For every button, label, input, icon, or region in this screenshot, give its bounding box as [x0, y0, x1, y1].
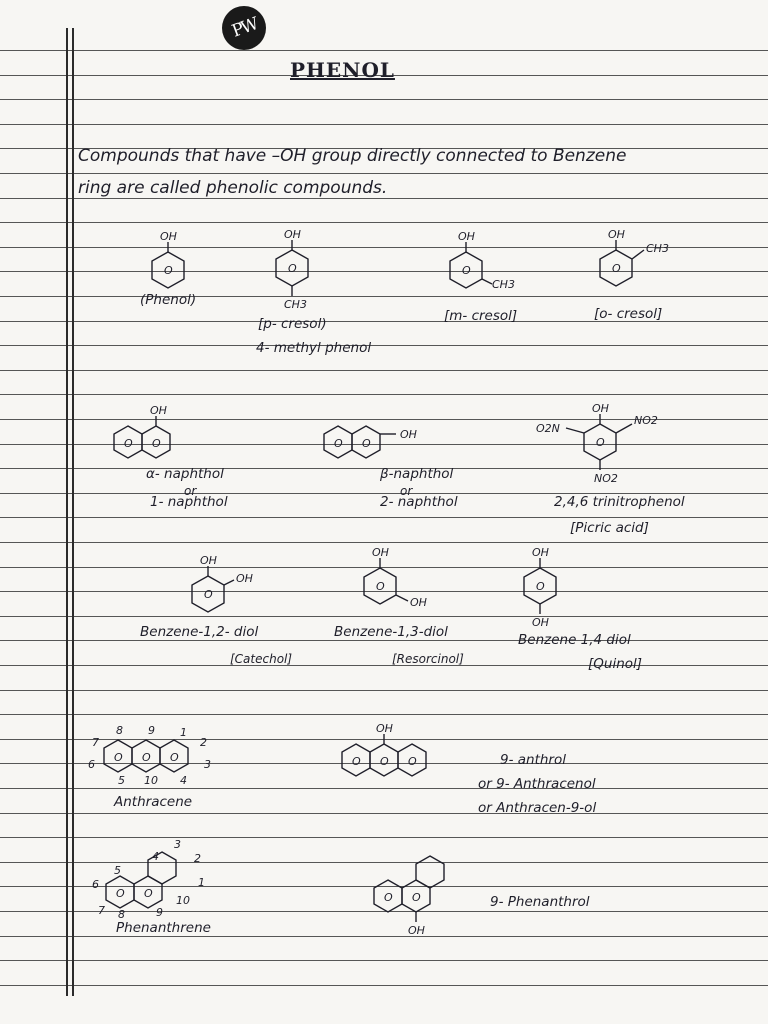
rule-line [0, 517, 768, 518]
phenol-structure [140, 230, 200, 290]
rule-line [0, 960, 768, 961]
svg-text:OH: OH [458, 230, 475, 243]
svg-text:2: 2 [200, 736, 207, 749]
svg-text:7: 7 [92, 736, 99, 749]
label-resorcinol: Benzene-1,3-diol [334, 624, 448, 640]
svg-text:O: O [124, 437, 133, 450]
phenanthrol-structure [356, 850, 456, 942]
resorcinol-structure [356, 546, 446, 612]
rule-line [0, 198, 768, 199]
svg-text:1: 1 [198, 876, 205, 889]
rule-line [0, 345, 768, 346]
svg-text:5: 5 [118, 774, 125, 787]
svg-text:NO2: NO2 [594, 472, 618, 485]
svg-text:OH: OH [284, 228, 301, 241]
svg-text:CH3: CH3 [492, 278, 515, 291]
svg-text:OH: OH [376, 722, 393, 735]
rule-line [0, 788, 768, 789]
label-beta-naphthol: β-naphthol [380, 466, 454, 482]
p-cresol-structure [262, 228, 322, 318]
svg-text:O: O [384, 891, 393, 904]
anthrol-structure [330, 722, 440, 782]
svg-text:OH: OH [160, 230, 177, 243]
anthracene-structure [86, 726, 216, 786]
o-cresol-structure [592, 228, 692, 288]
svg-text:3: 3 [174, 838, 181, 851]
svg-text:O: O [612, 262, 621, 275]
svg-text:9: 9 [148, 724, 155, 737]
phenanthrene-structure [88, 840, 208, 920]
svg-text:O: O [204, 588, 213, 601]
catechol-structure [186, 554, 266, 614]
svg-text:O: O [596, 436, 605, 449]
svg-text:OH: OH [608, 228, 625, 241]
rule-line [0, 714, 768, 715]
label-quinol-alt: [Quinol] [588, 656, 643, 672]
label-anthrol: 9- anthrol [500, 752, 566, 768]
svg-text:O: O [408, 755, 417, 768]
svg-text:O: O [376, 580, 385, 593]
svg-text:8: 8 [116, 724, 123, 737]
rule-line [0, 50, 768, 51]
svg-text:O: O [116, 887, 125, 900]
label-p-cresol-alt: 4- methyl phenol [256, 340, 372, 356]
svg-text:O: O [288, 262, 297, 275]
svg-text:4: 4 [180, 774, 187, 787]
svg-text:O2N: O2N [536, 422, 560, 435]
label-p-cresol: [p- cresol) [258, 316, 327, 332]
label-alpha-alt: 1- naphthol [150, 494, 228, 510]
rule-line [0, 813, 768, 814]
label-quinol: Benzene 1,4 diol [518, 632, 631, 648]
label-anthrol-alt2: or Anthracen-9-ol [478, 800, 597, 816]
label-beta-or: or [400, 484, 413, 498]
rule-line [0, 542, 768, 543]
svg-text:6: 6 [88, 758, 95, 771]
picric-acid-structure [534, 402, 684, 486]
svg-text:7: 7 [98, 904, 105, 917]
svg-text:10: 10 [144, 774, 158, 787]
label-alpha-naphthol: α- naphthol [146, 466, 224, 482]
svg-text:O: O [142, 751, 151, 764]
svg-text:O: O [144, 887, 153, 900]
label-o-cresol: [o- cresol] [594, 306, 663, 322]
quinol-structure [518, 546, 568, 628]
label-anthrol-alt1: or 9- Anthracenol [478, 776, 596, 792]
label-beta-alt: 2- naphthol [380, 494, 458, 510]
svg-text:4: 4 [152, 850, 159, 863]
rule-line [0, 124, 768, 125]
svg-text:CH3: CH3 [284, 298, 307, 311]
svg-text:OH: OH [236, 572, 253, 585]
rule-line [0, 640, 768, 641]
svg-text:OH: OH [408, 924, 425, 937]
rule-line [0, 616, 768, 617]
rule-line [0, 173, 768, 174]
svg-text:6: 6 [92, 878, 99, 891]
label-picric-alt: [Picric acid] [570, 520, 649, 536]
label-phenanthrol: 9- Phenanthrol [490, 894, 590, 910]
alpha-naphthol-structure [100, 402, 180, 462]
label-alpha-or: or [184, 484, 197, 498]
svg-text:O: O [462, 264, 471, 277]
rule-line [0, 665, 768, 666]
margin-line [72, 28, 74, 996]
label-picric: 2,4,6 trinitrophenol [554, 494, 685, 510]
rule-line [0, 985, 768, 986]
intro-line-1: Compounds that have –OH group directly connected to Benzene [78, 146, 627, 166]
rule-line [0, 837, 768, 838]
svg-text:OH: OH [410, 596, 427, 609]
svg-text:2: 2 [194, 852, 201, 865]
svg-text:O: O [164, 264, 173, 277]
svg-text:O: O [362, 437, 371, 450]
svg-text:O: O [334, 437, 343, 450]
svg-text:5: 5 [114, 864, 121, 877]
label-catechol-alt: [Catechol] [230, 652, 293, 666]
svg-text:O: O [536, 580, 545, 593]
svg-text:O: O [380, 755, 389, 768]
svg-text:OH: OH [400, 428, 417, 441]
svg-text:OH: OH [372, 546, 389, 559]
svg-text:NO2: NO2 [634, 414, 658, 427]
svg-text:O: O [114, 751, 123, 764]
rule-line [0, 394, 768, 395]
rule-line [0, 222, 768, 223]
svg-text:O: O [170, 751, 179, 764]
label-anthracene: Anthracene [114, 794, 193, 810]
label-phenol: (Phenol) [140, 292, 197, 308]
svg-text:CH3: CH3 [646, 242, 669, 255]
svg-text:9: 9 [156, 906, 163, 919]
svg-text:O: O [152, 437, 161, 450]
svg-text:OH: OH [200, 554, 217, 567]
m-cresol-structure [440, 230, 530, 290]
svg-text:1: 1 [180, 726, 187, 739]
page-title: PHENOL [290, 58, 395, 82]
svg-text:OH: OH [532, 546, 549, 559]
svg-text:3: 3 [204, 758, 211, 771]
intro-line-2: ring are called phenolic compounds. [78, 178, 388, 198]
label-phenanthrene: Phenanthrene [116, 920, 211, 936]
pw-logo: PW [222, 6, 266, 50]
rule-line [0, 296, 768, 297]
svg-text:O: O [352, 755, 361, 768]
svg-text:OH: OH [532, 616, 549, 629]
label-catechol: Benzene-1,2- diol [140, 624, 259, 640]
svg-text:OH: OH [150, 404, 167, 417]
svg-text:8: 8 [118, 908, 125, 921]
margin-line [66, 28, 68, 996]
label-m-cresol: [m- cresol] [444, 308, 518, 324]
rule-line [0, 370, 768, 371]
rule-line [0, 99, 768, 100]
svg-text:O: O [412, 891, 421, 904]
svg-text:10: 10 [176, 894, 190, 907]
label-resorcinol-alt: [Resorcinol] [392, 652, 464, 666]
svg-text:OH: OH [592, 402, 609, 415]
beta-naphthol-structure [318, 422, 438, 466]
rule-line [0, 690, 768, 691]
